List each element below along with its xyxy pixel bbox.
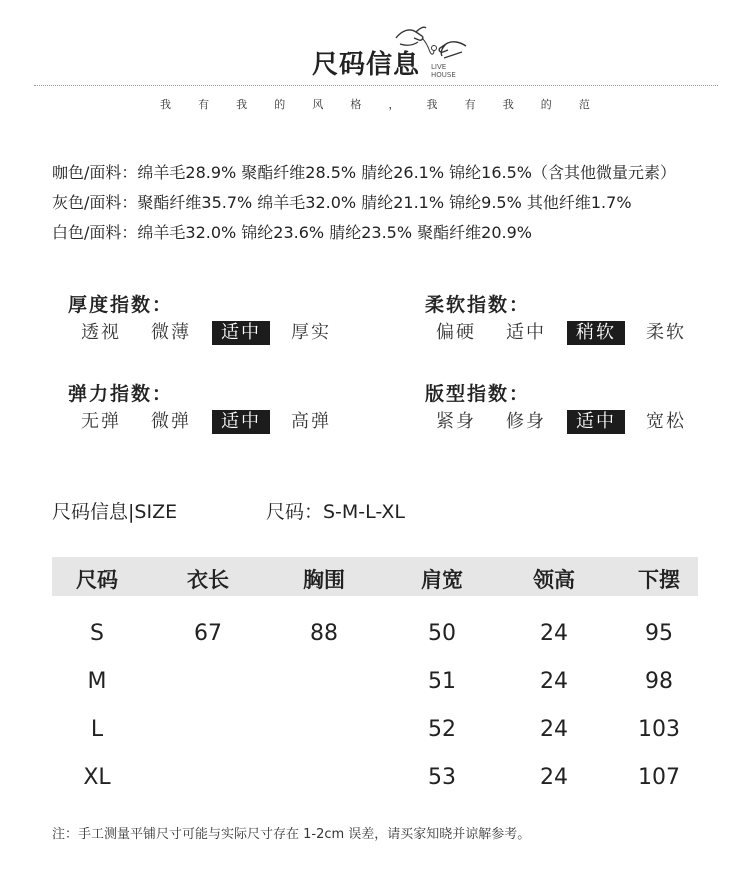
slogan-char: 有 [198,98,210,111]
slogan-char: 的 [274,98,286,111]
fit-index-title: 版型指数： [425,383,531,405]
softness-index-options [421,321,701,345]
slogan-char: 风 [312,98,324,111]
table-header-cell: 衣长 [187,568,229,592]
index-option-selected: 适中 [567,410,625,434]
slogan-char: 我 [502,98,514,111]
thickness-index-title: 厚度指数： [68,294,174,316]
index-option: 适中 [506,322,546,343]
table-cell: S [90,621,104,646]
table-cell: 24 [540,717,568,742]
table-header-cell: 胸围 [303,568,345,592]
index-option-selected: 稍软 [567,321,625,345]
table-cell: 67 [194,621,222,646]
index-option: 微弹 [151,411,191,432]
table-header-cell: 肩宽 [421,568,463,592]
index-option: 修身 [506,411,546,432]
table-cell: 24 [540,669,568,694]
table-cell: 24 [540,765,568,790]
index-option-selected: 适中 [212,410,270,434]
table-cell: 50 [428,621,456,646]
fit-index-options [421,410,701,434]
slogan-char: 有 [464,98,476,111]
index-option: 柔软 [646,322,686,343]
table-cell: 51 [428,669,456,694]
slogan-char: 的 [540,98,552,111]
slogan [160,96,590,112]
index-option: 紧身 [436,411,476,432]
index-option: 宽松 [646,411,686,432]
logo-line-2: HOUSE [431,71,456,79]
slogan-char: ， [388,98,400,111]
table-header-cell: 领高 [533,568,575,592]
table-cell: 103 [638,717,680,742]
table-header-cell: 尺码 [76,568,118,592]
table-cell: 98 [645,669,673,694]
table-cell: 95 [645,621,673,646]
size-info-label: 尺码信息|SIZE [52,501,178,523]
dotted-divider [34,85,718,86]
logo-text [431,63,456,79]
slogan-char: 我 [160,98,171,111]
table-cell: 53 [428,765,456,790]
page-title: 尺码信息 [312,50,421,80]
index-option: 高弹 [291,411,331,432]
table-cell: 107 [638,765,680,790]
index-option: 厚实 [291,322,331,343]
slogan-char: 格 [350,98,362,111]
logo-line-1: LIVE [431,63,447,71]
table-cell: XL [83,765,111,790]
table-cell: 24 [540,621,568,646]
slogan-char: 范 [578,98,590,111]
softness-index-title: 柔软指数： [425,294,531,316]
elasticity-index-options [66,410,346,434]
index-option: 偏硬 [436,322,476,343]
slogan-char: 我 [426,98,438,111]
thickness-index-options [66,321,346,345]
measurement-note: 注：手工测量平铺尺寸可能与实际尺寸存在 1-2cm 误差，请买家知晓并谅解参考。 [52,827,531,842]
slogan-char: 我 [236,98,248,111]
elasticity-index-title: 弹力指数： [68,383,174,405]
index-option: 无弹 [81,411,121,432]
index-option: 微薄 [151,322,191,343]
table-cell: L [90,717,104,742]
index-option: 透视 [81,322,121,343]
sizes-label: 尺码：S-M-L-XL [266,501,405,523]
fabric-line-brown: 咖色/面料：绵羊毛28.9% 聚酯纤维28.5% 腈纶26.1% 锦纶16.5%（含其他微量元素） [52,163,676,182]
fabric-line-white: 白色/面料：绵羊毛32.0% 锦纶23.6% 腈纶23.5% 聚酯纤维20.9% [52,223,532,242]
fabric-line-grey: 灰色/面料：聚酯纤维35.7% 绵羊毛32.0% 腈纶21.1% 锦纶9.5% 其他纤维1.7% [52,193,632,212]
table-header-cell: 下摆 [638,568,680,592]
table-cell: M [87,669,107,694]
table-cell: 88 [310,621,338,646]
table-cell: 52 [428,717,456,742]
index-option-selected: 适中 [212,321,270,345]
